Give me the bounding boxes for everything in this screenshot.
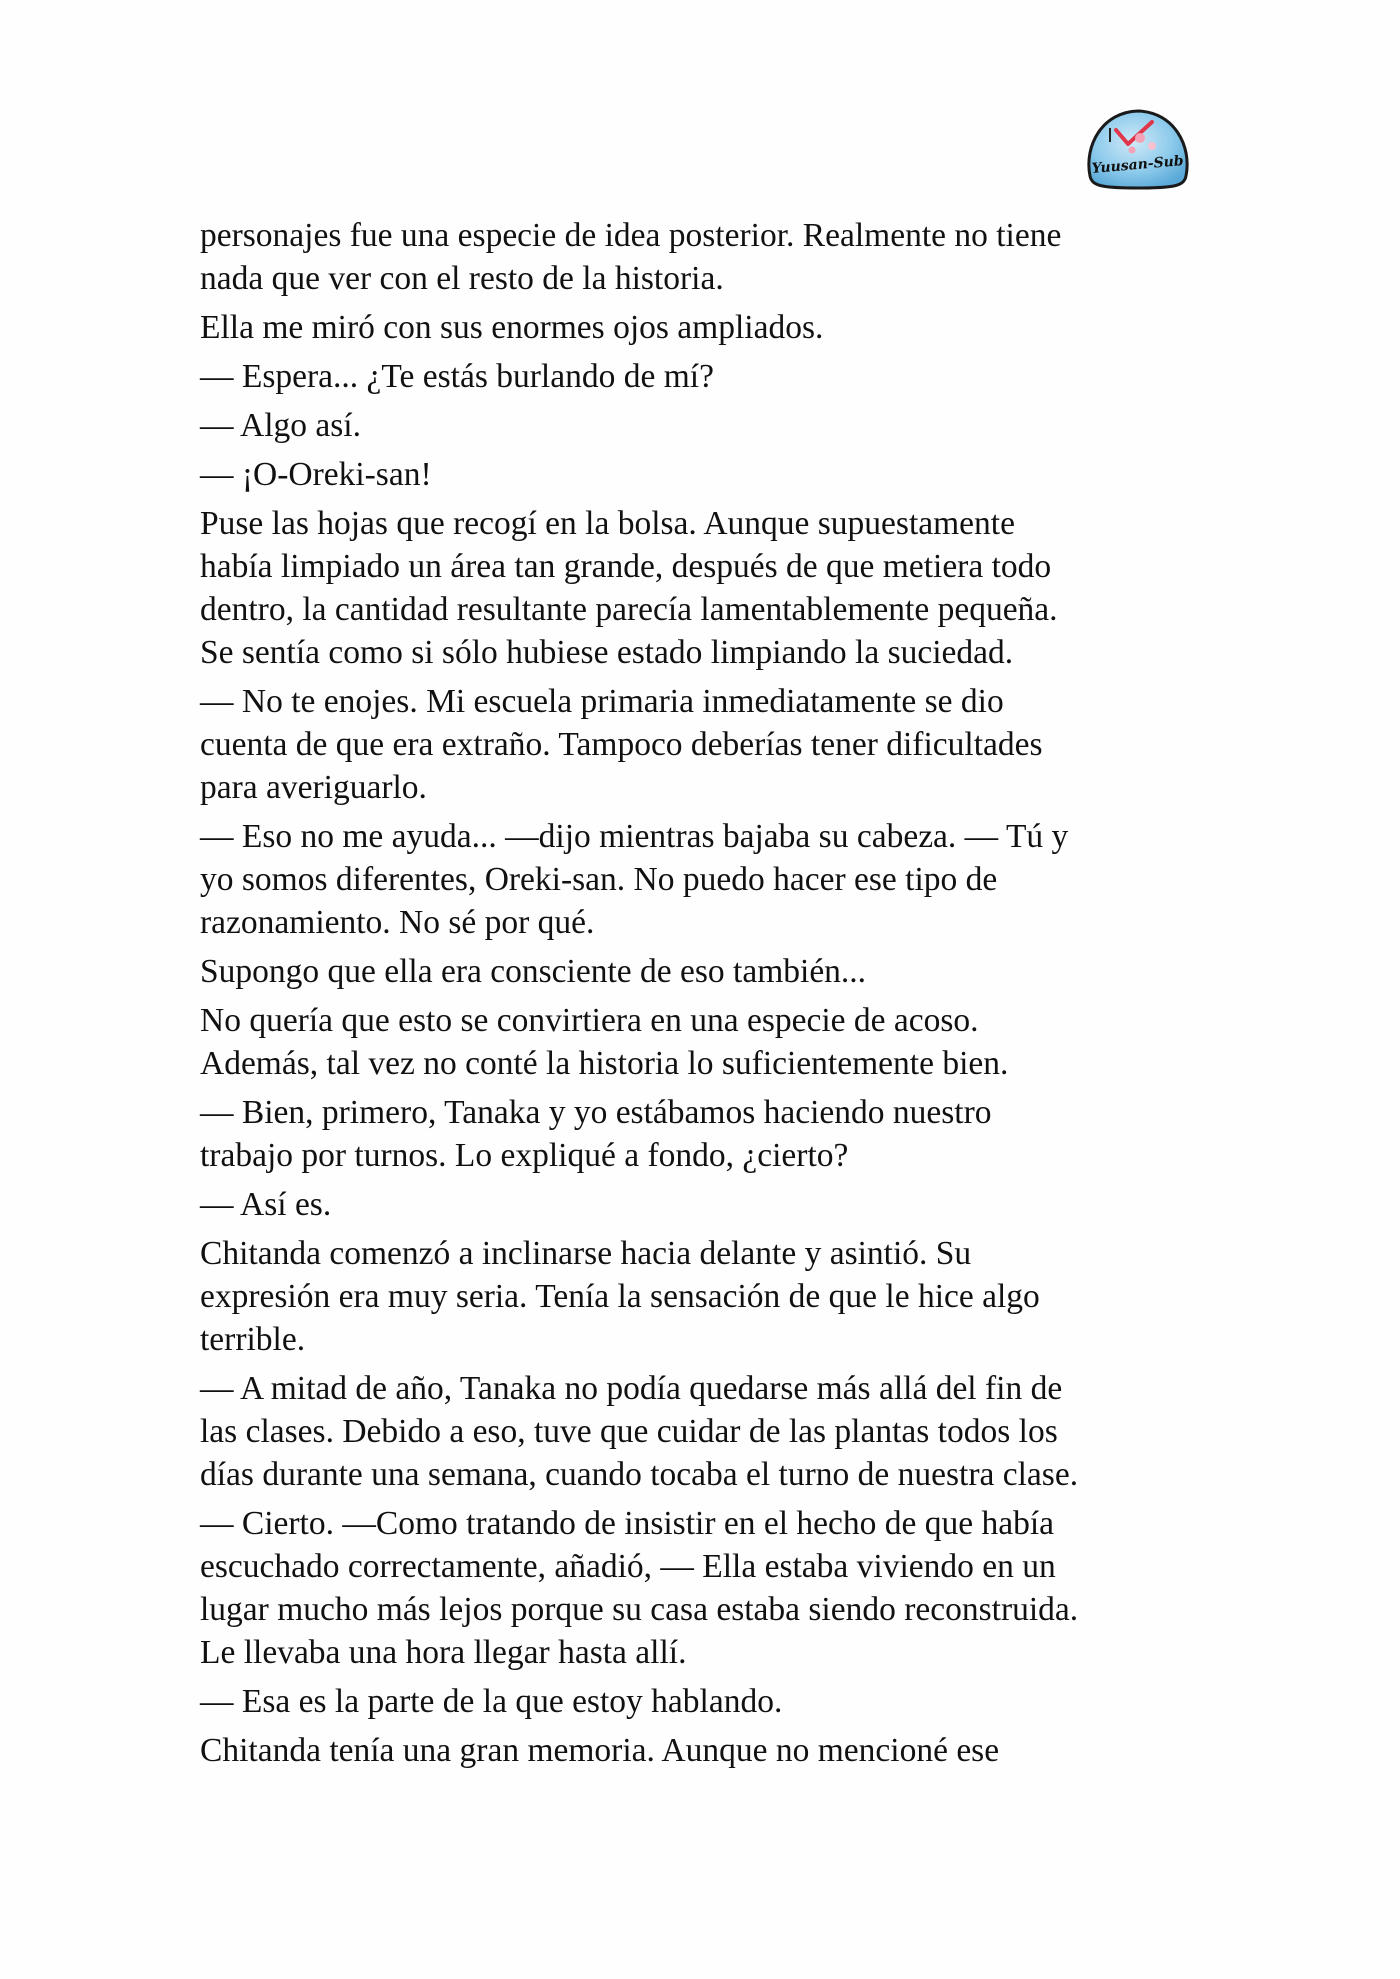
watermark-logo	[1080, 106, 1196, 192]
paragraph: Supongo que ella era consciente de eso también...	[200, 953, 867, 990]
dialogue-line: — A mitad de año, Tanaka no podía quedarse más allá del fin de las clases. Debido a eso, tuve que cuidar de las plantas todos los días durante una semana, cuando tocaba el turno de nuestra clase.	[200, 1370, 1079, 1493]
dialogue-line: — Así es.	[200, 1186, 332, 1223]
paragraph: Ella me miró con sus enormes ojos ampliados.	[200, 309, 824, 346]
text-body	[200, 214, 1200, 1778]
paragraph: Puse las hojas que recogí en la bolsa. Aunque supuestamente había limpiado un área tan grande, después de que metiera todo dentro, la cantidad resultante parecía lamentablemente pequeña. Se sentía como si sólo hubiese estado limpiando la suciedad.	[200, 505, 1058, 671]
dialogue-line: — Algo así.	[200, 407, 361, 444]
dialogue-line: — No te enojes. Mi escuela primaria inmediatamente se dio cuenta de que era extraño. Tampoco deberías tener dificultades para averiguarlo.	[200, 683, 1043, 806]
dialogue-line: — Cierto. —Como tratando de insistir en el hecho de que había escuchado correctamente, añadió, — Ella estaba viviendo en un lugar mucho más lejos porque su casa estaba siendo reconstruida. Le llevaba una hora llegar hasta allí.	[200, 1505, 1079, 1671]
paragraph: Chitanda tenía una gran memoria. Aunque no mencioné ese	[200, 1732, 1000, 1769]
paragraph: personajes fue una especie de idea posterior. Realmente no tiene nada que ver con el resto de la historia.	[200, 217, 1062, 297]
yuusan-sub-logo-icon	[1080, 106, 1196, 192]
paragraph: Chitanda comenzó a inclinarse hacia delante y asintió. Su expresión era muy seria. Tenía la sensación de que le hice algo terrible.	[200, 1235, 1040, 1358]
dialogue-line: — Esa es la parte de la que estoy hablando.	[200, 1683, 783, 1720]
dialogue-line: — ¡O-Oreki-san!	[200, 456, 432, 493]
dialogue-line: — Bien, primero, Tanaka y yo estábamos haciendo nuestro trabajo por turnos. Lo expliqué a fondo, ¿cierto?	[200, 1094, 992, 1174]
dialogue-line: — Eso no me ayuda... —dijo mientras bajaba su cabeza. — Tú y yo somos diferentes, Oreki-san. No puedo hacer ese tipo de razonamiento. No sé por qué.	[200, 818, 1069, 941]
dialogue-line: — Espera... ¿Te estás burlando de mí?	[200, 358, 714, 395]
logo-text: Yuusan-Sub	[1091, 153, 1185, 178]
paragraph: No quería que esto se convirtiera en una especie de acoso. Además, tal vez no conté la historia lo suficientemente bien.	[200, 1002, 1009, 1082]
